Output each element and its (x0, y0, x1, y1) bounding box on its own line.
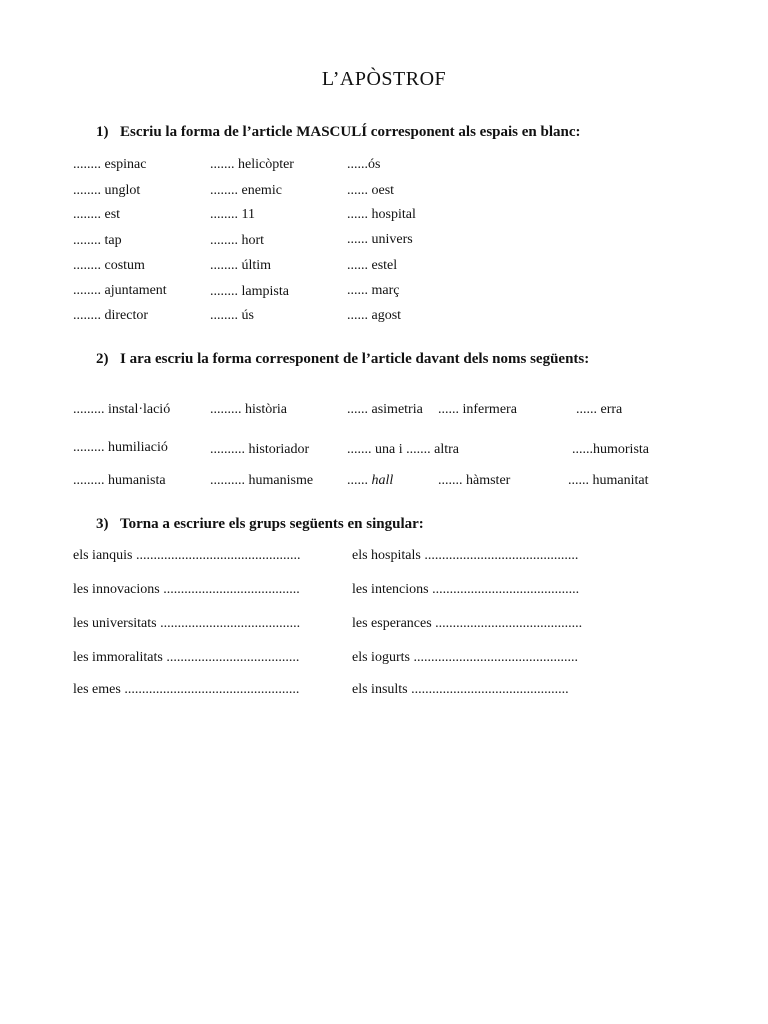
section2-heading: I ara escriu la forma corresponent de l’article davant dels noms següents: (120, 351, 590, 367)
s3-line: els ianquis ............................................... (73, 548, 301, 563)
s1-item: ........ tap (73, 233, 122, 248)
s2-item-hall (347, 473, 393, 489)
s2-item: .......... historiador (210, 442, 310, 457)
s3-line: les innovacions ....................................... (73, 582, 300, 597)
s1-item: ........ hort (210, 233, 265, 248)
s1-item: ........ ús (210, 308, 254, 323)
section3-heading: Torna a escriure els grups següents en singular: (120, 516, 424, 532)
s2-item: ...... humanitat (568, 473, 649, 488)
s1-item: ...... univers (347, 232, 413, 247)
s1-item: ...... agost (347, 308, 402, 323)
section1-heading: Escriu la forma de l’article MASCULÍ corresponent als espais en blanc: (120, 124, 581, 140)
s2-item: ......... instal·lació (73, 402, 171, 417)
s2-item: .......... humanisme (210, 473, 314, 488)
s1-item: ...... oest (347, 183, 395, 198)
s1-item: ....... helicòpter (210, 157, 294, 172)
s1-item: ........ costum (73, 258, 145, 273)
s1-item: ......ós (347, 157, 381, 172)
page-title: L’APÒSTROF (321, 68, 447, 90)
s2-item: ......humorista (572, 442, 649, 457)
s2-item: ....... hàmster (438, 473, 511, 488)
s1-item: ........ 11 (210, 207, 255, 222)
s2-item-prefix: ...... (347, 473, 372, 488)
s2-item: ...... erra (576, 402, 623, 417)
s1-item: ........ espinac (73, 157, 147, 172)
s1-item: ........ est (73, 207, 121, 222)
s3-line: les esperances .......................................... (352, 616, 583, 631)
s3-line: els iogurts ............................................... (352, 650, 578, 665)
s2-item-italic-word: hall (371, 473, 394, 488)
s2-item: ......... humanista (73, 473, 166, 488)
s1-item: ........ lampista (210, 284, 289, 299)
s3-line: les intencions .......................................... (352, 582, 580, 597)
s3-line: les universitats ........................................ (73, 616, 301, 631)
s3-line: els hospitals ............................................ (352, 548, 579, 563)
s2-item: ......... humiliació (73, 440, 168, 455)
s3-line: les immoralitats ...................................... (73, 650, 300, 665)
s1-item: ........ ajuntament (73, 283, 167, 298)
s1-item: ...... març (347, 283, 400, 298)
section1-number: 1) (96, 124, 109, 140)
s1-item: ........ enemic (210, 183, 282, 198)
s1-item: ........ director (73, 308, 149, 323)
s2-item: ...... asimetria (347, 402, 423, 417)
s1-item: ...... hospital (347, 207, 416, 222)
s2-item: ...... infermera (438, 402, 517, 417)
section3-number: 3) (96, 516, 109, 532)
section2-number: 2) (96, 351, 109, 367)
s2-item: ......... història (210, 402, 287, 417)
s1-item: ........ últim (210, 258, 272, 273)
s3-line: les emes .................................................. (73, 682, 300, 697)
s3-line: els insults ............................................. (352, 682, 569, 697)
s1-item: ...... estel (347, 258, 398, 273)
s2-item: ....... una i ....... altra (347, 442, 459, 457)
s1-item: ........ unglot (73, 183, 141, 198)
